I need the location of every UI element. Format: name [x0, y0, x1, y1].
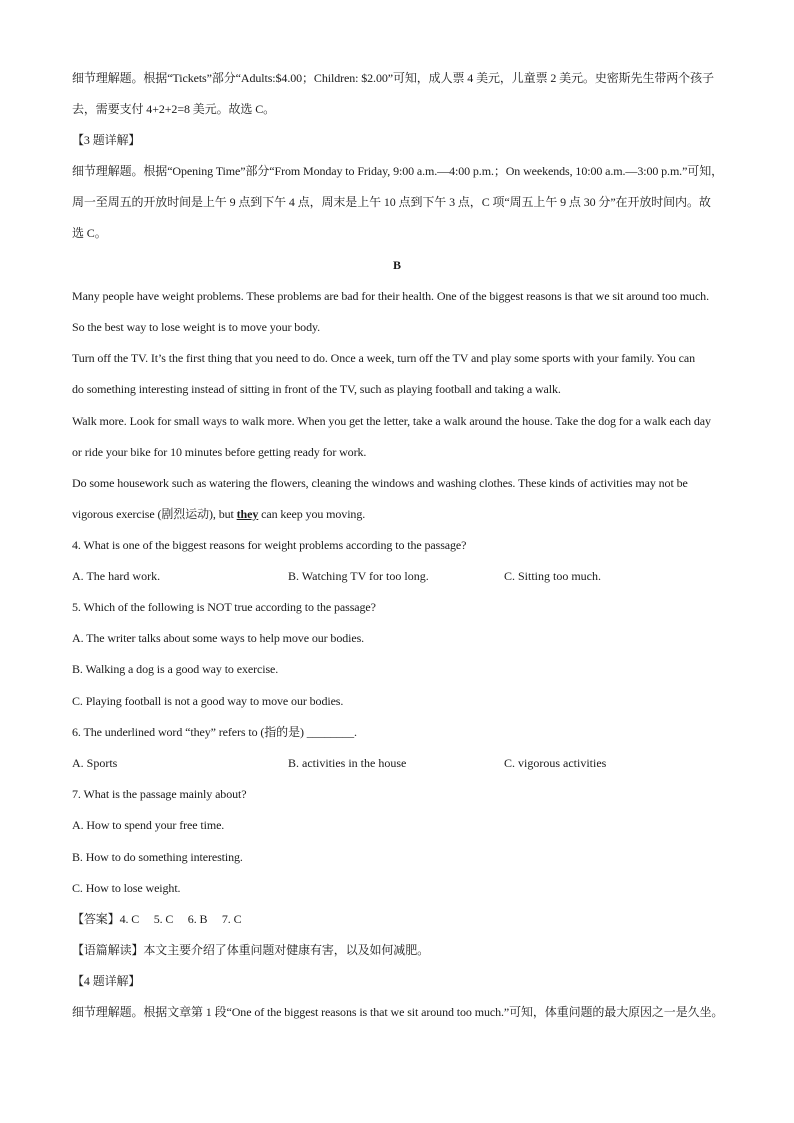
passage-line: Turn off the TV. It’s the first thing that you need to do. Once a week, turn off the TV and play some sports with your family. You can: [72, 351, 695, 365]
option-c: C. vigorous activities: [504, 756, 607, 770]
passage-text: can keep you moving.: [258, 507, 366, 521]
passage-line: So the best way to lose weight is to move your body.: [72, 320, 320, 334]
option-a: A. The writer talks about some ways to help move our bodies.: [72, 631, 365, 645]
explanation-line: 去，需要支付 4+2+2=8 美元。故选 C。: [72, 102, 276, 116]
option-b: B. Walking a dog is a good way to exercise.: [72, 662, 279, 676]
passage-line: do something interesting instead of sitting in front of the TV, such as playing football and taking a walk.: [72, 382, 561, 396]
question-5: 5. Which of the following is NOT true according to the passage?: [72, 600, 376, 614]
passage-line: or ride your bike for 10 minutes before getting ready for work.: [72, 445, 367, 459]
option-a: A. The hard work.: [72, 569, 161, 583]
passage-summary: 【语篇解读】本文主要介绍了体重问题对健康有害，以及如何减肥。: [72, 943, 430, 957]
option-c: C. How to lose weight.: [72, 881, 181, 895]
question-4: 4. What is one of the biggest reasons for weight problems according to the passage?: [72, 538, 467, 552]
question-4-detail-header: 【4 题详解】: [72, 974, 141, 988]
answer-key: 【答案】4. C 5. C 6. B 7. C: [72, 912, 242, 926]
explanation-line: 细节理解题。根据“Tickets”部分“Adults:$4.00；Children: $2.00”可知，成人票 4 美元，儿童票 2 美元。史密斯先生带两个孩子: [72, 71, 714, 85]
explanation-line: 选 C。: [72, 226, 107, 240]
option-b: B. How to do something interesting.: [72, 850, 243, 864]
option-b: B. activities in the house: [288, 756, 407, 770]
option-c: C. Sitting too much.: [504, 569, 602, 583]
question-3-detail-header: 【3 题详解】: [72, 133, 141, 147]
question-7: 7. What is the passage mainly about?: [72, 787, 247, 801]
passage-line: Do some housework such as watering the flowers, cleaning the windows and washing clothes. These kinds of activities may not be: [72, 476, 688, 490]
explanation-line: 细节理解题。根据文章第 1 段“One of the biggest reasons is that we sit around too much.”可知，体重问题的最大原因之一是久坐。: [72, 1005, 724, 1019]
option-c: C. Playing football is not a good way to move our bodies.: [72, 694, 344, 708]
option-a: A. How to spend your free time.: [72, 818, 225, 832]
passage-line: Many people have weight problems. These problems are bad for their health. One of the biggest reasons is that we sit around too much.: [72, 289, 709, 303]
explanation-line: 周一至周五的开放时间是上午 9 点到下午 4 点，周末是上午 10 点到下午 3 点，C 项“周五上午 9 点 30 分”在开放时间内。故: [72, 195, 711, 209]
passage-line: Walk more. Look for small ways to walk more. When you get the letter, take a walk around the house. Take the dog for a walk each day: [72, 414, 711, 428]
option-b: B. Watching TV for too long.: [288, 569, 429, 583]
passage-text: vigorous exercise (剧烈运动), but: [72, 507, 237, 521]
underlined-word: they: [236, 507, 259, 521]
question-6: 6. The underlined word “they” refers to (指的是) ________.: [72, 725, 357, 739]
section-title: B: [393, 258, 401, 272]
passage-line: [72, 506, 365, 522]
option-a: A. Sports: [72, 756, 118, 770]
explanation-line: 细节理解题。根据“Opening Time”部分“From Monday to Friday, 9:00 a.m.—4:00 p.m.；On weekends, 10:00 a.m.—3:00 p.m.”可知，: [72, 164, 724, 178]
